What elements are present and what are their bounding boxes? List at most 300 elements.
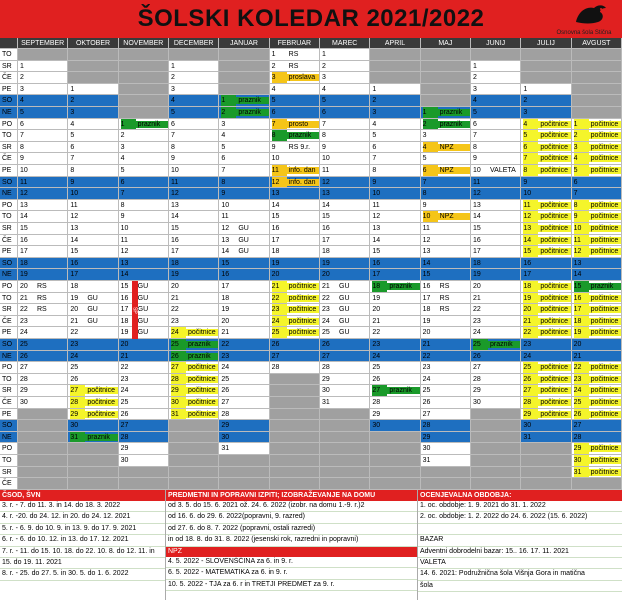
day-cell[interactable] (471, 61, 521, 73)
day-cell[interactable] (219, 142, 269, 154)
day-cell[interactable] (68, 165, 118, 177)
day-cell[interactable] (572, 246, 622, 258)
day-cell[interactable] (270, 223, 320, 235)
day-cell[interactable] (572, 467, 622, 479)
day-cell[interactable] (370, 362, 420, 374)
day-cell[interactable] (219, 385, 269, 397)
day-cell[interactable] (370, 153, 420, 165)
day-cell[interactable] (219, 269, 269, 281)
day-cell[interactable] (169, 188, 219, 200)
day-cell[interactable] (219, 397, 269, 409)
day-cell[interactable] (169, 293, 219, 305)
day-cell[interactable] (68, 316, 118, 328)
day-cell[interactable] (119, 153, 169, 165)
day-cell[interactable] (270, 130, 320, 142)
day-cell[interactable] (68, 293, 118, 305)
day-cell[interactable] (18, 130, 68, 142)
day-cell[interactable] (119, 362, 169, 374)
day-cell[interactable] (320, 177, 370, 189)
day-cell[interactable] (270, 304, 320, 316)
day-cell[interactable] (270, 165, 320, 177)
day-cell[interactable] (521, 374, 571, 386)
day-cell[interactable] (219, 443, 269, 455)
day-cell[interactable] (521, 153, 571, 165)
day-cell[interactable] (521, 188, 571, 200)
day-cell[interactable] (370, 316, 420, 328)
day-cell[interactable] (270, 153, 320, 165)
day-cell[interactable] (18, 119, 68, 131)
day-cell[interactable] (320, 153, 370, 165)
day-cell[interactable] (320, 327, 370, 339)
day-cell[interactable] (18, 246, 68, 258)
day-cell[interactable] (169, 339, 219, 351)
day-cell[interactable] (471, 200, 521, 212)
day-cell[interactable] (169, 235, 219, 247)
day-cell[interactable] (119, 246, 169, 258)
day-cell[interactable] (320, 84, 370, 96)
day-cell[interactable] (119, 443, 169, 455)
day-cell[interactable] (68, 385, 118, 397)
day-cell[interactable] (521, 327, 571, 339)
day-cell[interactable] (471, 385, 521, 397)
day-cell[interactable] (320, 362, 370, 374)
day-cell[interactable] (572, 188, 622, 200)
day-cell[interactable] (421, 223, 471, 235)
day-cell[interactable] (169, 258, 219, 270)
day-cell[interactable] (471, 351, 521, 363)
day-cell[interactable] (471, 72, 521, 84)
day-cell[interactable] (18, 281, 68, 293)
day-cell[interactable] (521, 269, 571, 281)
day-cell[interactable] (18, 351, 68, 363)
day-cell[interactable] (270, 269, 320, 281)
day-cell[interactable] (169, 177, 219, 189)
day-cell[interactable] (18, 84, 68, 96)
day-cell[interactable] (572, 223, 622, 235)
day-cell[interactable] (320, 95, 370, 107)
day-cell[interactable] (421, 397, 471, 409)
day-cell[interactable] (119, 316, 169, 328)
day-cell[interactable] (421, 246, 471, 258)
day-cell[interactable] (521, 420, 571, 432)
day-cell[interactable] (471, 258, 521, 270)
day-cell[interactable] (219, 409, 269, 421)
day-cell[interactable] (521, 211, 571, 223)
day-cell[interactable] (421, 119, 471, 131)
day-cell[interactable] (521, 142, 571, 154)
day-cell[interactable] (270, 293, 320, 305)
day-cell[interactable] (370, 235, 420, 247)
day-cell[interactable] (68, 223, 118, 235)
day-cell[interactable] (320, 316, 370, 328)
day-cell[interactable] (270, 177, 320, 189)
day-cell[interactable] (572, 327, 622, 339)
day-cell[interactable] (421, 177, 471, 189)
day-cell[interactable] (119, 130, 169, 142)
day-cell[interactable] (320, 374, 370, 386)
day-cell[interactable] (18, 95, 68, 107)
day-cell[interactable] (521, 362, 571, 374)
day-cell[interactable] (219, 339, 269, 351)
day-cell[interactable] (521, 432, 571, 444)
day-cell[interactable] (119, 177, 169, 189)
day-cell[interactable] (68, 409, 118, 421)
day-cell[interactable] (572, 165, 622, 177)
day-cell[interactable] (169, 409, 219, 421)
day-cell[interactable] (320, 269, 370, 281)
day-cell[interactable] (119, 211, 169, 223)
day-cell[interactable] (421, 281, 471, 293)
day-cell[interactable] (572, 177, 622, 189)
day-cell[interactable] (572, 385, 622, 397)
day-cell[interactable] (320, 304, 370, 316)
day-cell[interactable] (320, 107, 370, 119)
day-cell[interactable] (370, 351, 420, 363)
day-cell[interactable] (219, 235, 269, 247)
day-cell[interactable] (421, 374, 471, 386)
day-cell[interactable] (320, 258, 370, 270)
day-cell[interactable] (370, 142, 420, 154)
day-cell[interactable] (169, 72, 219, 84)
day-cell[interactable] (18, 293, 68, 305)
day-cell[interactable] (320, 339, 370, 351)
day-cell[interactable] (320, 397, 370, 409)
day-cell[interactable] (219, 200, 269, 212)
day-cell[interactable] (320, 165, 370, 177)
day-cell[interactable] (572, 432, 622, 444)
day-cell[interactable] (471, 281, 521, 293)
day-cell[interactable] (119, 223, 169, 235)
day-cell[interactable] (18, 327, 68, 339)
day-cell[interactable] (572, 130, 622, 142)
day-cell[interactable] (169, 119, 219, 131)
day-cell[interactable] (471, 119, 521, 131)
day-cell[interactable] (320, 49, 370, 61)
day-cell[interactable] (421, 293, 471, 305)
day-cell[interactable] (119, 304, 169, 316)
day-cell[interactable] (521, 200, 571, 212)
day-cell[interactable] (68, 153, 118, 165)
day-cell[interactable] (18, 153, 68, 165)
day-cell[interactable] (219, 258, 269, 270)
day-cell[interactable] (219, 188, 269, 200)
day-cell[interactable] (471, 211, 521, 223)
day-cell[interactable] (68, 200, 118, 212)
day-cell[interactable] (421, 443, 471, 455)
day-cell[interactable] (572, 316, 622, 328)
day-cell[interactable] (68, 246, 118, 258)
day-cell[interactable] (572, 293, 622, 305)
day-cell[interactable] (421, 304, 471, 316)
day-cell[interactable] (18, 235, 68, 247)
day-cell[interactable] (471, 130, 521, 142)
day-cell[interactable] (521, 119, 571, 131)
day-cell[interactable] (68, 177, 118, 189)
day-cell[interactable] (270, 188, 320, 200)
day-cell[interactable] (370, 130, 420, 142)
day-cell[interactable] (572, 281, 622, 293)
day-cell[interactable] (219, 281, 269, 293)
day-cell[interactable] (572, 339, 622, 351)
day-cell[interactable] (572, 409, 622, 421)
day-cell[interactable] (119, 409, 169, 421)
day-cell[interactable] (421, 211, 471, 223)
day-cell[interactable] (370, 269, 420, 281)
day-cell[interactable] (219, 316, 269, 328)
day-cell[interactable] (18, 72, 68, 84)
day-cell[interactable] (370, 177, 420, 189)
day-cell[interactable] (119, 374, 169, 386)
day-cell[interactable] (119, 165, 169, 177)
day-cell[interactable] (68, 142, 118, 154)
day-cell[interactable] (370, 119, 420, 131)
day-cell[interactable] (370, 374, 420, 386)
day-cell[interactable] (169, 385, 219, 397)
day-cell[interactable] (219, 165, 269, 177)
day-cell[interactable] (471, 316, 521, 328)
day-cell[interactable] (521, 385, 571, 397)
day-cell[interactable] (270, 281, 320, 293)
day-cell[interactable] (119, 188, 169, 200)
day-cell[interactable] (421, 107, 471, 119)
day-cell[interactable] (68, 258, 118, 270)
day-cell[interactable] (370, 339, 420, 351)
day-cell[interactable] (119, 119, 169, 131)
day-cell[interactable] (270, 119, 320, 131)
day-cell[interactable] (270, 362, 320, 374)
day-cell[interactable] (68, 269, 118, 281)
day-cell[interactable] (421, 409, 471, 421)
day-cell[interactable] (320, 385, 370, 397)
day-cell[interactable] (169, 304, 219, 316)
day-cell[interactable] (68, 188, 118, 200)
day-cell[interactable] (370, 258, 420, 270)
day-cell[interactable] (320, 351, 370, 363)
day-cell[interactable] (471, 107, 521, 119)
day-cell[interactable] (270, 61, 320, 73)
day-cell[interactable] (219, 107, 269, 119)
day-cell[interactable] (119, 281, 169, 293)
day-cell[interactable] (471, 95, 521, 107)
day-cell[interactable] (320, 119, 370, 131)
day-cell[interactable] (169, 200, 219, 212)
day-cell[interactable] (169, 397, 219, 409)
day-cell[interactable] (68, 84, 118, 96)
day-cell[interactable] (270, 327, 320, 339)
day-cell[interactable] (370, 107, 420, 119)
day-cell[interactable] (119, 327, 169, 339)
day-cell[interactable] (169, 107, 219, 119)
day-cell[interactable] (119, 432, 169, 444)
day-cell[interactable] (18, 223, 68, 235)
day-cell[interactable] (169, 95, 219, 107)
day-cell[interactable] (471, 223, 521, 235)
day-cell[interactable] (68, 351, 118, 363)
day-cell[interactable] (421, 200, 471, 212)
day-cell[interactable] (572, 443, 622, 455)
day-cell[interactable] (219, 351, 269, 363)
day-cell[interactable] (521, 397, 571, 409)
day-cell[interactable] (320, 188, 370, 200)
day-cell[interactable] (320, 142, 370, 154)
day-cell[interactable] (219, 293, 269, 305)
day-cell[interactable] (18, 107, 68, 119)
day-cell[interactable] (471, 142, 521, 154)
day-cell[interactable] (119, 258, 169, 270)
day-cell[interactable] (572, 351, 622, 363)
day-cell[interactable] (521, 223, 571, 235)
day-cell[interactable] (270, 351, 320, 363)
day-cell[interactable] (421, 142, 471, 154)
day-cell[interactable] (572, 397, 622, 409)
day-cell[interactable] (521, 95, 571, 107)
day-cell[interactable] (421, 455, 471, 467)
day-cell[interactable] (18, 339, 68, 351)
day-cell[interactable] (421, 420, 471, 432)
day-cell[interactable] (119, 235, 169, 247)
day-cell[interactable] (219, 211, 269, 223)
day-cell[interactable] (421, 188, 471, 200)
day-cell[interactable] (370, 84, 420, 96)
day-cell[interactable] (320, 200, 370, 212)
day-cell[interactable] (219, 420, 269, 432)
day-cell[interactable] (521, 339, 571, 351)
day-cell[interactable] (320, 211, 370, 223)
day-cell[interactable] (219, 432, 269, 444)
day-cell[interactable] (421, 235, 471, 247)
day-cell[interactable] (370, 409, 420, 421)
day-cell[interactable] (18, 316, 68, 328)
day-cell[interactable] (219, 153, 269, 165)
day-cell[interactable] (169, 269, 219, 281)
day-cell[interactable] (421, 130, 471, 142)
day-cell[interactable] (471, 188, 521, 200)
day-cell[interactable] (219, 374, 269, 386)
day-cell[interactable] (421, 258, 471, 270)
day-cell[interactable] (471, 339, 521, 351)
day-cell[interactable] (370, 293, 420, 305)
day-cell[interactable] (572, 200, 622, 212)
day-cell[interactable] (119, 420, 169, 432)
day-cell[interactable] (169, 165, 219, 177)
day-cell[interactable] (68, 107, 118, 119)
day-cell[interactable] (521, 281, 571, 293)
day-cell[interactable] (18, 362, 68, 374)
day-cell[interactable] (370, 420, 420, 432)
day-cell[interactable] (270, 107, 320, 119)
day-cell[interactable] (471, 177, 521, 189)
day-cell[interactable] (370, 246, 420, 258)
day-cell[interactable] (521, 130, 571, 142)
day-cell[interactable] (421, 165, 471, 177)
day-cell[interactable] (572, 269, 622, 281)
day-cell[interactable] (521, 235, 571, 247)
day-cell[interactable] (471, 235, 521, 247)
day-cell[interactable] (320, 293, 370, 305)
day-cell[interactable] (219, 119, 269, 131)
day-cell[interactable] (320, 223, 370, 235)
day-cell[interactable] (521, 246, 571, 258)
day-cell[interactable] (421, 362, 471, 374)
day-cell[interactable] (521, 293, 571, 305)
day-cell[interactable] (68, 95, 118, 107)
day-cell[interactable] (270, 246, 320, 258)
day-cell[interactable] (169, 130, 219, 142)
day-cell[interactable] (320, 61, 370, 73)
day-cell[interactable] (68, 235, 118, 247)
day-cell[interactable] (270, 200, 320, 212)
day-cell[interactable] (68, 304, 118, 316)
day-cell[interactable] (68, 339, 118, 351)
day-cell[interactable] (421, 432, 471, 444)
day-cell[interactable] (370, 304, 420, 316)
day-cell[interactable] (572, 420, 622, 432)
day-cell[interactable] (169, 327, 219, 339)
day-cell[interactable] (119, 455, 169, 467)
day-cell[interactable] (521, 409, 571, 421)
day-cell[interactable] (119, 397, 169, 409)
day-cell[interactable] (219, 130, 269, 142)
day-cell[interactable] (471, 293, 521, 305)
day-cell[interactable] (119, 269, 169, 281)
day-cell[interactable] (270, 49, 320, 61)
day-cell[interactable] (18, 142, 68, 154)
day-cell[interactable] (370, 211, 420, 223)
day-cell[interactable] (572, 455, 622, 467)
day-cell[interactable] (521, 304, 571, 316)
day-cell[interactable] (471, 374, 521, 386)
day-cell[interactable] (18, 200, 68, 212)
day-cell[interactable] (572, 153, 622, 165)
day-cell[interactable] (572, 142, 622, 154)
day-cell[interactable] (572, 235, 622, 247)
day-cell[interactable] (421, 269, 471, 281)
day-cell[interactable] (471, 246, 521, 258)
day-cell[interactable] (18, 269, 68, 281)
day-cell[interactable] (421, 327, 471, 339)
day-cell[interactable] (370, 397, 420, 409)
day-cell[interactable] (370, 385, 420, 397)
day-cell[interactable] (521, 107, 571, 119)
day-cell[interactable] (521, 84, 571, 96)
day-cell[interactable] (18, 397, 68, 409)
day-cell[interactable] (421, 339, 471, 351)
day-cell[interactable] (169, 351, 219, 363)
day-cell[interactable] (521, 351, 571, 363)
day-cell[interactable] (169, 374, 219, 386)
day-cell[interactable] (320, 281, 370, 293)
day-cell[interactable] (219, 223, 269, 235)
day-cell[interactable] (370, 200, 420, 212)
day-cell[interactable] (471, 165, 521, 177)
day-cell[interactable] (521, 165, 571, 177)
day-cell[interactable] (320, 72, 370, 84)
day-cell[interactable] (219, 362, 269, 374)
day-cell[interactable] (572, 258, 622, 270)
day-cell[interactable] (270, 211, 320, 223)
day-cell[interactable] (119, 339, 169, 351)
day-cell[interactable] (370, 188, 420, 200)
day-cell[interactable] (119, 200, 169, 212)
day-cell[interactable] (521, 177, 571, 189)
day-cell[interactable] (471, 362, 521, 374)
day-cell[interactable] (219, 246, 269, 258)
day-cell[interactable] (18, 177, 68, 189)
day-cell[interactable] (270, 339, 320, 351)
day-cell[interactable] (320, 130, 370, 142)
day-cell[interactable] (68, 432, 118, 444)
day-cell[interactable] (18, 61, 68, 73)
